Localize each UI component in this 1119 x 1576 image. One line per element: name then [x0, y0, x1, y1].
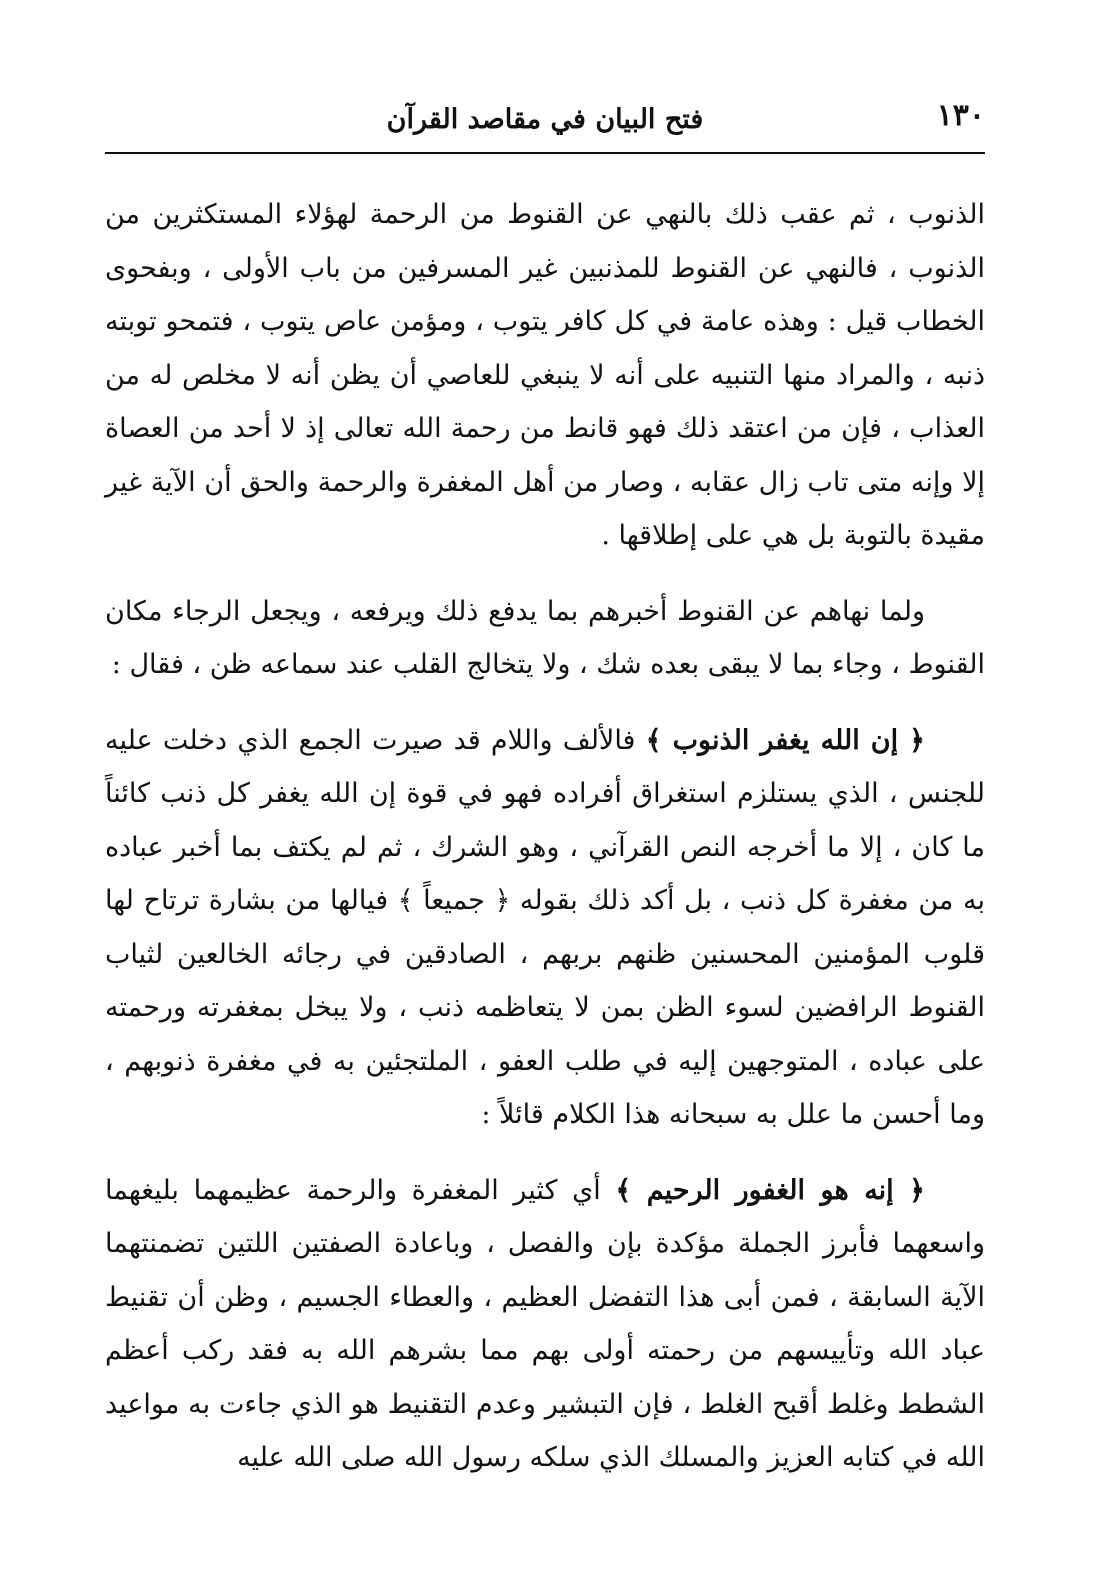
page-number: ١٣٠: [936, 98, 985, 133]
paragraph-4-text: أي كثير المغفرة والرحمة عظيمهما بليغهما واسعهما فأبرز الجملة مؤكدة بإن والفصل ، وباعادة الصفتين اللتين تضمنتهما الآية السابقة ، فمن أبى هذا التفضل العظيم ، والعطاء الجسيم ، وظن أن تقنيط عباد الله وتأييسهم من رحمته أولى بهم مما بشرهم الله به فقد ركب أعظم الشطط وغلط أقبح الغلط ، فإن التبشير وعدم التقنيط هو الذي جاءت به مواعيد الله في كتابه العزيز والمسلك الذي سلكه رسول الله صلى الله عليه: [105, 1174, 985, 1473]
paragraph-3: [105, 714, 985, 1142]
quran-quote: ﴿ إن الله يغفر الذنوب ﴾: [645, 724, 926, 756]
running-title: فتح البيان في مقاصد القرآن: [386, 104, 704, 135]
quran-quote: ﴿ إنه هو الغفور الرحيم ﴾: [615, 1174, 925, 1206]
paragraph-1-text: الذنوب ، ثم عقب ذلك بالنهي عن القنوط من الرحمة لهؤلاء المستكثرين من الذنوب ، فالنهي عن القنوط للمذنبين غير المسرفين من باب الأولى ، وبفحوى الخطاب قيل : وهذه عامة في كل كافر يتوب ، ومؤمن عاص يتوب ، فتمحو توبته ذنبه ، والمراد منها التنبيه على أنه لا ينبغي للعاصي أن يظن أنه لا مخلص له من العذاب ، فإن من اعتقد ذلك فهو قانط من رحمة الله تعالى إذ لا أحد من العصاة إلا وإنه متى تاب زال عقابه ، وصار من أهل المغفرة والرحمة والحق أن الآية غير مقيدة بالتوبة بل هي على إطلاقها .: [105, 199, 985, 551]
header-rule: [105, 152, 985, 154]
paragraph-2: [105, 585, 985, 692]
page-header: [105, 98, 985, 148]
paragraph-3-text: فالألف واللام قد صيرت الجمع الذي دخلت عليه للجنس ، الذي يستلزم استغراق أفراده فهو في قوة إن الله يغفر كل ذنب كائناً ما كان ، إلا ما أخرجه النص القرآني ، وهو الشرك ، ثم لم يكتف بما أخبر عباده به من مغفرة كل ذنب ، بل أكد ذلك بقوله ﴿ جميعاً ﴾ فيالها من بشارة ترتاح لها قلوب المؤمنين المحسنين ظنهم بربهم ، الصادقين في رجائه الخالعين لثياب القنوط الرافضين لسوء الظن بمن لا يتعاظمه ذنب ، ولا يبخل بمغفرته ورحمته على عباده ، المتوجهين إليه في طلب العفو ، الملتجئين به في مغفرة ذنوبهم ، وما أحسن ما علل به سبحانه هذا الكلام قائلاً :: [105, 724, 985, 1130]
body-text: [105, 188, 985, 1485]
paragraph-4: [105, 1164, 985, 1485]
paragraph-1: [105, 188, 985, 563]
paragraph-2-text: ولما نهاهم عن القنوط أخبرهم بما يدفع ذلك ويرفعه ، ويجعل الرجاء مكان القنوط ، وجاء بما لا يبقى بعده شك ، ولا يتخالج القلب عند سماعه ظن ، فقال :: [105, 595, 985, 680]
